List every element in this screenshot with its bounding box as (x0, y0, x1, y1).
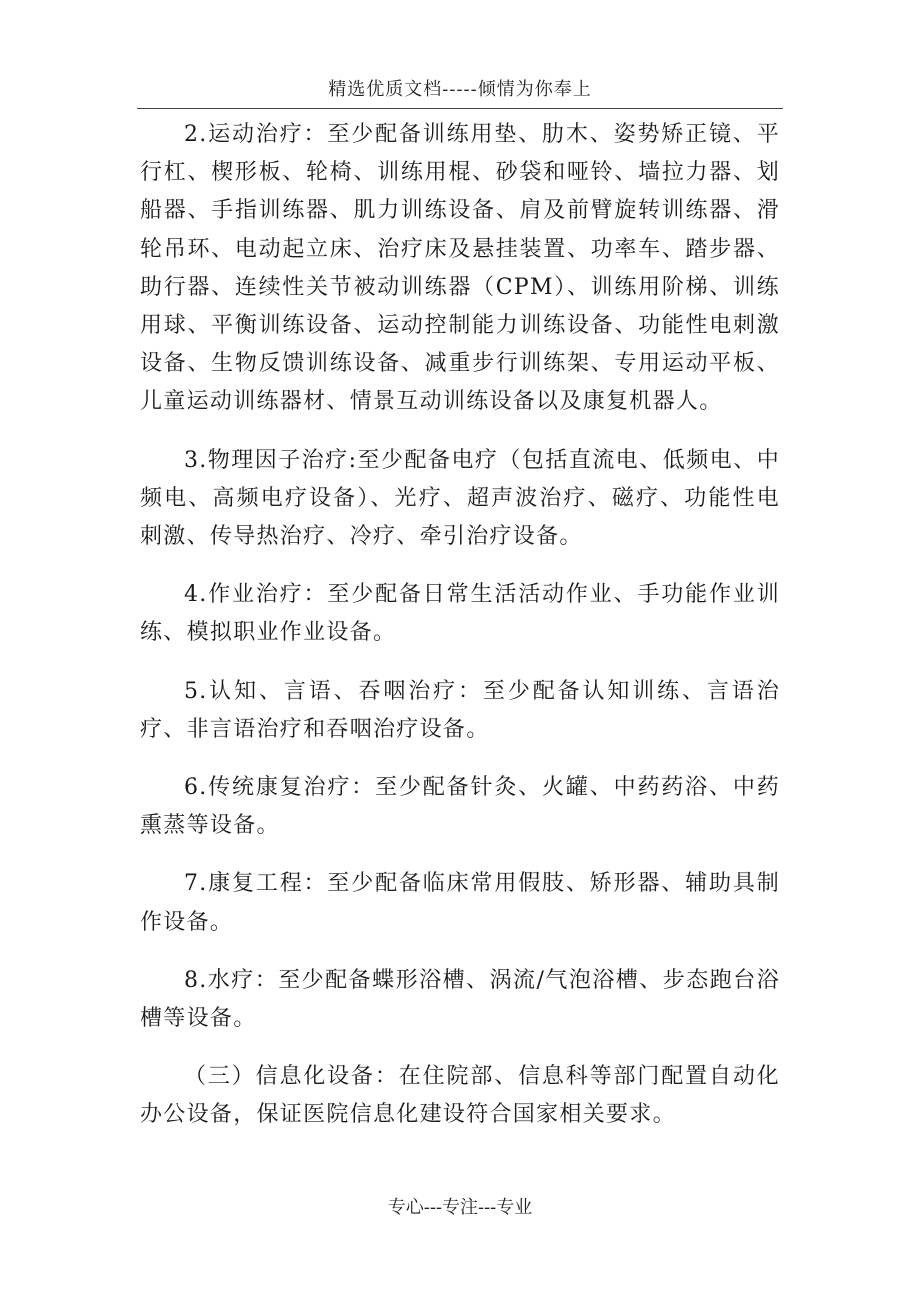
page-header: 精选优质文档-----倾情为你奉上 (328, 79, 592, 100)
paragraph-physical-therapy: 3.物理因子治疗:至少配备电疗（包括直流电、低频电、中频电、高频电疗设备）、光疗、超声波治疗、磁疗、功能性电刺激、传导热治疗、冷疗、牵引治疗设备。 (140, 447, 780, 550)
header-divider (137, 108, 783, 109)
page-footer: 专心---专注---专业 (387, 1197, 533, 1218)
paragraph-traditional-rehab: 6.传统康复治疗：至少配备针灸、火罐、中药药浴、中药熏蒸等设备。 (140, 775, 780, 839)
paragraph-occupational-therapy: 4.作业治疗：至少配备日常生活活动作业、手功能作业训练、模拟职业作业设备。 (140, 582, 780, 646)
paragraph-cognition-speech-swallowing: 5.认知、言语、吞咽治疗：至少配备认知训练、言语治疗、非言语治疗和吞咽治疗设备。 (140, 678, 780, 742)
paragraph-it-equipment: （三）信息化设备：在住院部、信息科等部门配置自动化办公设备，保证医院信息化建设符合国家相关要求。 (140, 1064, 780, 1128)
paragraph-exercise-therapy: 2.运动治疗：至少配备训练用垫、肋木、姿势矫正镜、平行杠、楔形板、轮椅、训练用棍、砂袋和哑铃、墙拉力器、划船器、手指训练器、肌力训练设备、肩及前臂旋转训练器、滑轮吊环、电动起立床、治疗床及悬挂装置、功率车、踏步器、助行器、连续性关节被动训练器（CPM）、训练用阶梯、训练用球、平衡训练设备、运动控制能力训练设备、功能性电刺激设备、生物反馈训练设备、减重步行训练架、专用运动平板、儿童运动训练器材、情景互动训练设备以及康复机器人。 (140, 122, 780, 415)
paragraph-rehab-engineering: 7.康复工程：至少配备临床常用假肢、矫形器、辅助具制作设备。 (140, 871, 780, 935)
paragraph-hydrotherapy: 8.水疗：至少配备蝶形浴槽、涡流/气泡浴槽、步态跑台浴槽等设备。 (140, 967, 780, 1032)
document-body (140, 116, 780, 1155)
